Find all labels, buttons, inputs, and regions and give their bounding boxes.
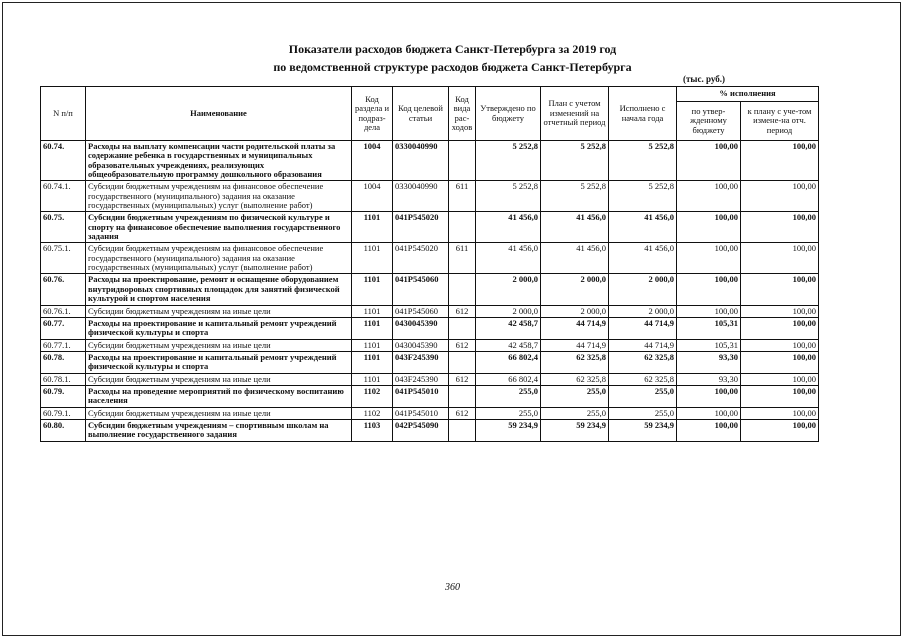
cell-section-code: 1101 (352, 351, 393, 373)
cell-name: Субсидии бюджетным учреждениям на иные цели (86, 407, 352, 419)
cell-name: Субсидии бюджетным учреждениям на иные цели (86, 305, 352, 317)
cell-section-code: 1004 (352, 141, 393, 181)
cell-target-code: 041P545010 (393, 385, 449, 407)
cell-expense-type (449, 274, 476, 305)
cell-num: 60.79.1. (41, 407, 86, 419)
cell-pct-plan: 100,00 (741, 243, 819, 274)
cell-pct-plan: 100,00 (741, 419, 819, 441)
cell-plan: 44 714,9 (541, 339, 609, 351)
cell-executed: 255,0 (609, 407, 677, 419)
cell-plan: 44 714,9 (541, 317, 609, 339)
cell-num: 60.80. (41, 419, 86, 441)
cell-target-code: 041P545020 (393, 243, 449, 274)
cell-approved: 59 234,9 (476, 419, 541, 441)
cell-expense-type: 611 (449, 181, 476, 212)
document-subtitle: по ведомственной структуре расходов бюджета Санкт-Петербурга (273, 60, 632, 74)
table-row (41, 274, 819, 305)
cell-pct-approved: 100,00 (677, 407, 741, 419)
cell-target-code: 043F245390 (393, 373, 449, 385)
cell-approved: 66 802,4 (476, 351, 541, 373)
cell-name: Субсидии бюджетным учреждениям на финансовое обеспечение государственного (муниципального) задания на оказание государственных (муниципальных) услуг (выполнение работ) (86, 181, 352, 212)
cell-executed: 5 252,8 (609, 141, 677, 181)
cell-target-code: 041P545060 (393, 274, 449, 305)
cell-target-code: 042P545090 (393, 419, 449, 441)
table-body (41, 141, 819, 442)
cell-executed: 44 714,9 (609, 317, 677, 339)
cell-approved: 42 458,7 (476, 317, 541, 339)
cell-executed: 62 325,8 (609, 373, 677, 385)
cell-plan: 2 000,0 (541, 274, 609, 305)
cell-expense-type (449, 317, 476, 339)
cell-target-code: 0430045390 (393, 317, 449, 339)
cell-executed: 255,0 (609, 385, 677, 407)
cell-executed: 41 456,0 (609, 243, 677, 274)
cell-approved: 255,0 (476, 407, 541, 419)
budget-table (40, 86, 819, 442)
table-row (41, 373, 819, 385)
cell-num: 60.78. (41, 351, 86, 373)
cell-expense-type: 611 (449, 243, 476, 274)
cell-expense-type: 612 (449, 373, 476, 385)
cell-num: 60.75.1. (41, 243, 86, 274)
header-name: Наименование (86, 87, 352, 141)
table-row (41, 141, 819, 181)
cell-pct-plan: 100,00 (741, 339, 819, 351)
cell-approved: 255,0 (476, 385, 541, 407)
cell-name: Расходы на проведение мероприятий по физическому воспитанию населения (86, 385, 352, 407)
cell-pct-approved: 105,31 (677, 339, 741, 351)
cell-num: 60.77. (41, 317, 86, 339)
cell-pct-approved: 100,00 (677, 274, 741, 305)
cell-num: 60.75. (41, 212, 86, 243)
cell-pct-plan: 100,00 (741, 317, 819, 339)
cell-approved: 5 252,8 (476, 141, 541, 181)
cell-pct-approved: 93,30 (677, 351, 741, 373)
cell-name: Субсидии бюджетным учреждениям на финансовое обеспечение государственного (муниципального) задания на оказание государственных (муниципальных) услуг (выполнение работ) (86, 243, 352, 274)
cell-name: Субсидии бюджетным учреждениям по физической культуре и спорту на финансовое обеспечение выполнения государственного задания (86, 212, 352, 243)
document-title: Показатели расходов бюджета Санкт-Петербурга за 2019 год (288, 42, 617, 56)
cell-approved: 2 000,0 (476, 305, 541, 317)
cell-pct-approved: 100,00 (677, 385, 741, 407)
cell-plan: 59 234,9 (541, 419, 609, 441)
cell-target-code: 0330040990 (393, 141, 449, 181)
cell-expense-type: 612 (449, 407, 476, 419)
page-number: 360 (445, 582, 460, 593)
cell-expense-type (449, 351, 476, 373)
cell-plan: 255,0 (541, 407, 609, 419)
units-label: (тыс. руб.) (683, 74, 725, 84)
cell-approved: 41 456,0 (476, 243, 541, 274)
cell-target-code: 041P545010 (393, 407, 449, 419)
cell-target-code: 043F245390 (393, 351, 449, 373)
header-target-code: Код целевой статьи (393, 87, 449, 141)
cell-approved: 5 252,8 (476, 181, 541, 212)
cell-section-code: 1101 (352, 243, 393, 274)
cell-num: 60.77.1. (41, 339, 86, 351)
cell-num: 60.78.1. (41, 373, 86, 385)
cell-name: Расходы на выплату компенсации части родительской платы за содержание ребенка в государственных и муниципальных образовательных учреждениях, реализующих общеобразовательную программу дошкольного образования (86, 141, 352, 181)
cell-pct-plan: 100,00 (741, 212, 819, 243)
cell-pct-plan: 100,00 (741, 141, 819, 181)
cell-plan: 41 456,0 (541, 243, 609, 274)
cell-plan: 41 456,0 (541, 212, 609, 243)
table-row (41, 305, 819, 317)
cell-pct-plan: 100,00 (741, 373, 819, 385)
cell-expense-type (449, 419, 476, 441)
cell-expense-type (449, 385, 476, 407)
header-pct-plan: к плану с уче-том измене-на отч. период (741, 102, 819, 141)
cell-num: 60.74.1. (41, 181, 86, 212)
cell-pct-plan: 100,00 (741, 305, 819, 317)
cell-section-code: 1101 (352, 339, 393, 351)
header-plan: План с учетом изменений на отчетный период (541, 87, 609, 141)
cell-plan: 62 325,8 (541, 373, 609, 385)
table-row (41, 385, 819, 407)
cell-pct-plan: 100,00 (741, 351, 819, 373)
cell-executed: 5 252,8 (609, 181, 677, 212)
cell-section-code: 1101 (352, 305, 393, 317)
cell-approved: 42 458,7 (476, 339, 541, 351)
cell-pct-approved: 100,00 (677, 305, 741, 317)
cell-approved: 2 000,0 (476, 274, 541, 305)
cell-section-code: 1102 (352, 385, 393, 407)
header-expense-type: Код вида рас-ходов (449, 87, 476, 141)
cell-executed: 2 000,0 (609, 274, 677, 305)
cell-target-code: 0430045390 (393, 339, 449, 351)
cell-section-code: 1102 (352, 407, 393, 419)
header-pct-approved: по утвер-жденному бюджету (677, 102, 741, 141)
cell-pct-plan: 100,00 (741, 274, 819, 305)
header-approved: Утверждено по бюджету (476, 87, 541, 141)
cell-pct-approved: 100,00 (677, 419, 741, 441)
cell-expense-type (449, 141, 476, 181)
cell-plan: 62 325,8 (541, 351, 609, 373)
cell-section-code: 1004 (352, 181, 393, 212)
cell-name: Субсидии бюджетным учреждениям на иные цели (86, 373, 352, 385)
header-executed: Исполнено с начала года (609, 87, 677, 141)
cell-expense-type: 612 (449, 339, 476, 351)
cell-executed: 62 325,8 (609, 351, 677, 373)
cell-plan: 255,0 (541, 385, 609, 407)
cell-executed: 59 234,9 (609, 419, 677, 441)
cell-section-code: 1103 (352, 419, 393, 441)
cell-expense-type (449, 212, 476, 243)
cell-pct-approved: 100,00 (677, 141, 741, 181)
table-row (41, 317, 819, 339)
table-row (41, 243, 819, 274)
cell-pct-plan: 100,00 (741, 385, 819, 407)
table-row (41, 419, 819, 441)
cell-num: 60.76.1. (41, 305, 86, 317)
cell-plan: 2 000,0 (541, 305, 609, 317)
cell-section-code: 1101 (352, 373, 393, 385)
cell-name: Субсидии бюджетным учреждениям на иные цели (86, 339, 352, 351)
cell-name: Расходы на проектирование и капитальный ремонт учреждений физической культуры и спорта (86, 317, 352, 339)
cell-section-code: 1101 (352, 274, 393, 305)
table-row (41, 212, 819, 243)
cell-executed: 2 000,0 (609, 305, 677, 317)
cell-pct-plan: 100,00 (741, 407, 819, 419)
table-row (41, 181, 819, 212)
cell-pct-approved: 105,31 (677, 317, 741, 339)
cell-approved: 66 802,4 (476, 373, 541, 385)
cell-section-code: 1101 (352, 212, 393, 243)
table-row (41, 407, 819, 419)
cell-pct-plan: 100,00 (741, 181, 819, 212)
cell-name: Субсидии бюджетным учреждениям – спортивным школам на выполнение государственного задания (86, 419, 352, 441)
table-row (41, 351, 819, 373)
cell-executed: 44 714,9 (609, 339, 677, 351)
cell-expense-type: 612 (449, 305, 476, 317)
header-section-code: Код раздела и подраз-дела (352, 87, 393, 141)
header-num: N п/п (41, 87, 86, 141)
cell-num: 60.74. (41, 141, 86, 181)
table-row (41, 339, 819, 351)
cell-pct-approved: 93,30 (677, 373, 741, 385)
header-pct-group: % исполнения (677, 87, 819, 102)
cell-pct-approved: 100,00 (677, 181, 741, 212)
cell-num: 60.79. (41, 385, 86, 407)
cell-approved: 41 456,0 (476, 212, 541, 243)
cell-target-code: 0330040990 (393, 181, 449, 212)
cell-target-code: 041P545060 (393, 305, 449, 317)
cell-executed: 41 456,0 (609, 212, 677, 243)
cell-section-code: 1101 (352, 317, 393, 339)
cell-name: Расходы на проектирование, ремонт и оснащение оборудованием внутридворовых спортивных площадок для занятий физической культурой и спортом населения (86, 274, 352, 305)
cell-pct-approved: 100,00 (677, 243, 741, 274)
cell-pct-approved: 100,00 (677, 212, 741, 243)
cell-target-code: 041P545020 (393, 212, 449, 243)
cell-plan: 5 252,8 (541, 181, 609, 212)
cell-plan: 5 252,8 (541, 141, 609, 181)
cell-num: 60.76. (41, 274, 86, 305)
cell-name: Расходы на проектирование и капитальный ремонт учреждений физической культуры и спорта (86, 351, 352, 373)
